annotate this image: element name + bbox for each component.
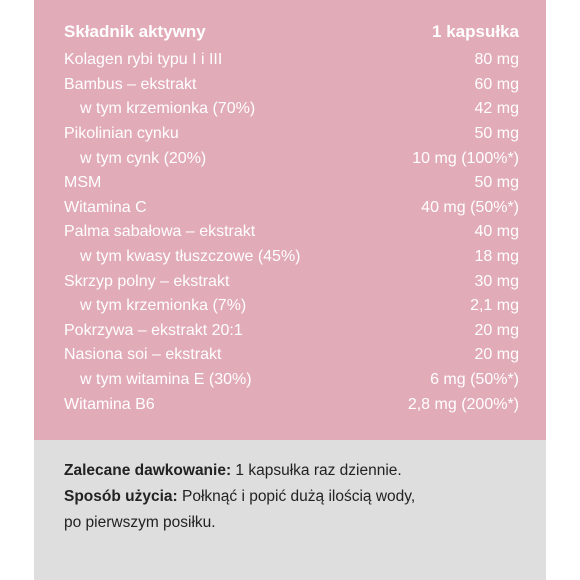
ingredient-amount: 40 mg (50%*) <box>421 198 519 216</box>
ingredient-amount: 18 mg <box>474 248 519 266</box>
ingredient-amount: 40 mg <box>474 223 519 241</box>
table-row <box>64 368 519 393</box>
table-row <box>64 294 519 319</box>
table-row <box>64 319 519 344</box>
ingredient-amount: 50 mg <box>474 125 519 143</box>
table-row <box>64 269 519 294</box>
table-row <box>64 196 519 221</box>
table-header <box>64 20 519 44</box>
ingredient-name: w tym kwasy tłuszczowe (45%) <box>80 248 301 266</box>
ingredient-amount: 42 mg <box>474 100 519 118</box>
method-text: Połknąć i popić dużą ilością wody, <box>177 488 416 505</box>
ingredient-name: Kolagen rybi typu I i III <box>64 51 223 69</box>
ingredient-name: Palma sabałowa – ekstrakt <box>64 223 256 241</box>
ingredient-name: Nasiona soi – ekstrakt <box>64 346 222 364</box>
table-row <box>64 392 519 417</box>
table-row <box>64 220 519 245</box>
ingredient-name: w tym cynk (20%) <box>80 149 207 167</box>
ingredient-name: Skrzyp polny – ekstrakt <box>64 272 230 290</box>
header-amount: 1 kapsułka <box>432 22 519 41</box>
ingredient-amount: 20 mg <box>474 346 519 364</box>
method-text-2: po pierwszym posiłku. <box>64 514 216 531</box>
table-row <box>64 171 519 196</box>
table-row <box>64 146 519 171</box>
method-label: Sposób użycia: <box>64 488 178 505</box>
ingredients-table <box>64 48 519 417</box>
method-line <box>64 484 524 510</box>
dosage-text: 1 kapsułka raz dziennie. <box>231 462 402 479</box>
table-row <box>64 73 519 98</box>
table-row <box>64 97 519 122</box>
ingredient-amount: 60 mg <box>474 75 519 93</box>
ingredient-amount: 2,8 mg (200%*) <box>407 395 519 413</box>
table-row <box>64 245 519 270</box>
ingredient-name: w tym krzemionka (70%) <box>80 100 256 118</box>
ingredient-name: w tym witamina E (30%) <box>80 371 252 389</box>
header-ingredient: Składnik aktywny <box>64 22 206 41</box>
table-row <box>64 343 519 368</box>
ingredient-name: Witamina C <box>64 198 147 216</box>
table-row <box>64 48 519 73</box>
ingredient-name: Pikolinian cynku <box>64 125 179 143</box>
method-line-2 <box>64 510 524 536</box>
ingredient-name: Bambus – ekstrakt <box>64 75 197 93</box>
table-row <box>64 122 519 147</box>
ingredient-name: Witamina B6 <box>64 395 155 413</box>
ingredient-name: Pokrzywa – ekstrakt 20:1 <box>64 321 243 339</box>
dosage-line <box>64 458 524 484</box>
ingredient-amount: 2,1 mg <box>470 297 519 315</box>
ingredient-amount: 6 mg (50%*) <box>430 371 519 389</box>
ingredient-amount: 20 mg <box>474 321 519 339</box>
ingredient-amount: 50 mg <box>474 174 519 192</box>
ingredient-amount: 30 mg <box>474 272 519 290</box>
ingredient-amount: 10 mg (100%*) <box>412 149 519 167</box>
ingredient-name: w tym krzemionka (7%) <box>80 297 247 315</box>
ingredient-name: MSM <box>64 174 102 192</box>
dosage-label: Zalecane dawkowanie: <box>64 462 232 479</box>
usage-instructions <box>64 458 524 536</box>
ingredient-amount: 80 mg <box>474 51 519 69</box>
